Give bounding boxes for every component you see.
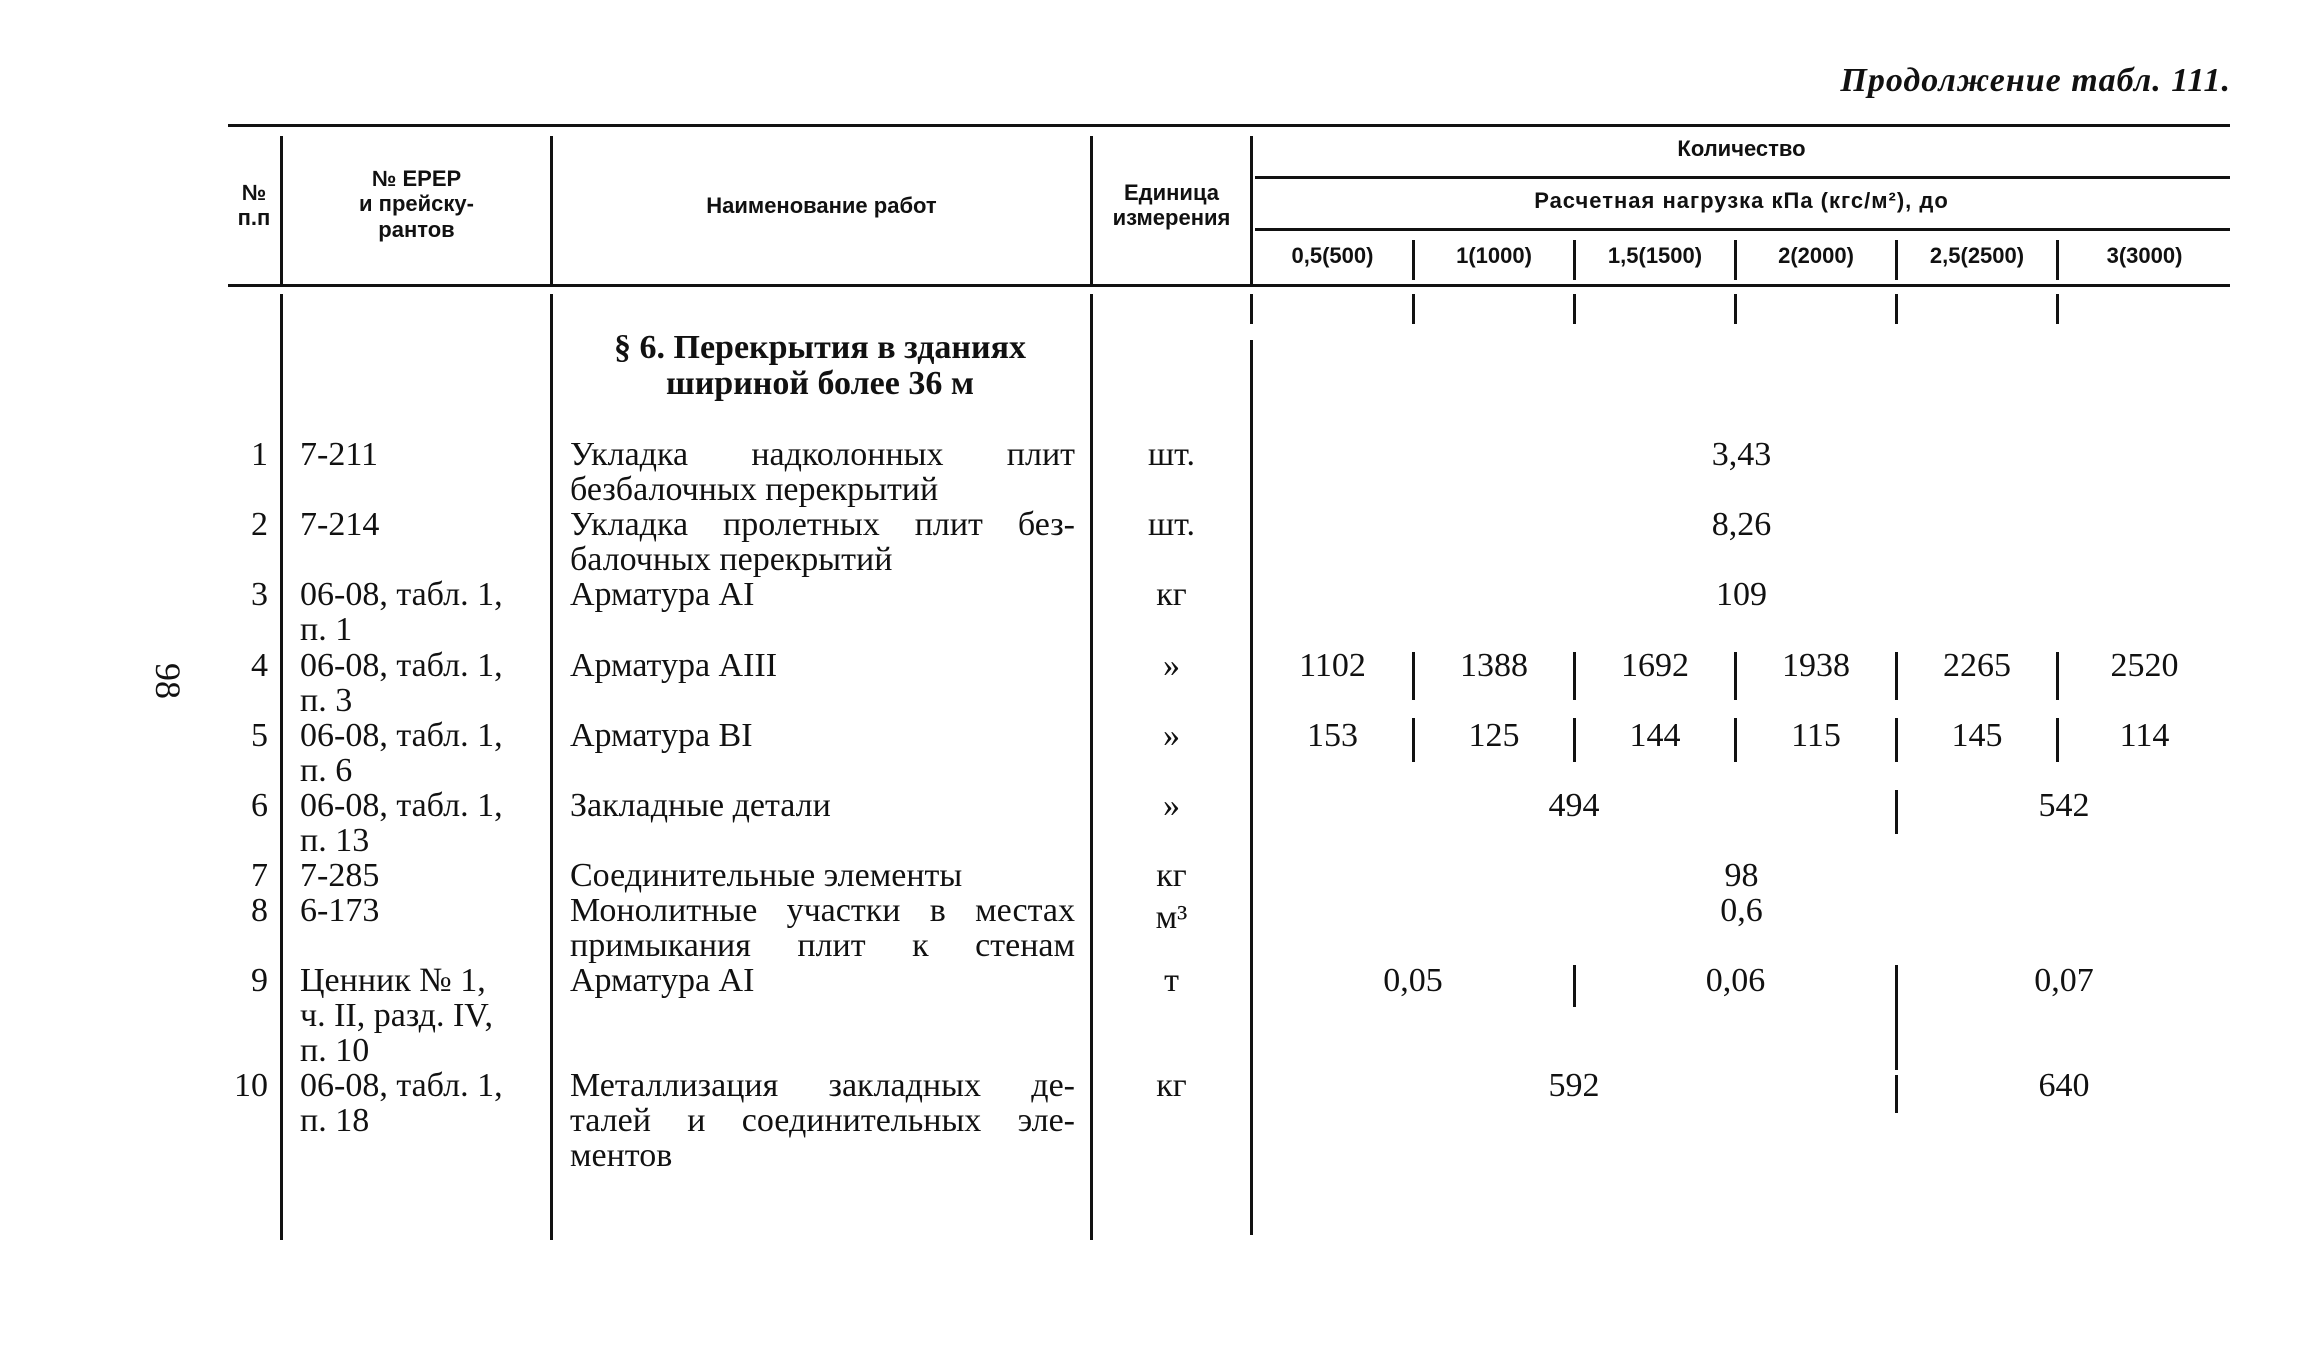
stub-3 [1734, 294, 1737, 324]
row-10-name-line-3: ментов [570, 1137, 673, 1174]
row-3-unit: кг [1156, 576, 1187, 613]
row-10-value-1: 592 [1548, 1067, 1600, 1104]
row-9-name: Арматура АI [570, 962, 755, 999]
row-5-value-3: 144 [1629, 717, 1681, 754]
row-8-value: 0,6 [1720, 892, 1763, 929]
row-4-erep: 06-08, табл. 1, п. 3 [300, 647, 503, 719]
row-5-num: 5 [251, 717, 268, 754]
row-3-num: 3 [251, 576, 268, 613]
row-2-name-line-2: балочных перекрытий [570, 541, 893, 578]
row-10-unit: кг [1156, 1067, 1187, 1104]
row-10-name-line-2: талей и соединительных эле- [570, 1102, 1075, 1139]
row-5-value-1: 153 [1307, 717, 1358, 754]
load-col-2: 1,5(1500) [1607, 243, 1703, 268]
header-bottom-rule [228, 284, 2230, 287]
quantity-header-rule [1255, 176, 2230, 179]
row-4-value-5: 2265 [1943, 647, 2011, 684]
body-col-rule-1 [280, 294, 283, 1240]
row-1-num: 1 [251, 436, 268, 473]
row-6-value-2: 542 [2038, 787, 2090, 824]
row-5-unit: » [1163, 717, 1180, 754]
table-top-rule [228, 124, 2230, 127]
page-number: 98 [148, 663, 188, 699]
row-3-value: 109 [1716, 576, 1767, 613]
row-4-value-1: 1102 [1299, 647, 1366, 684]
row-10-erep: 06-08, табл. 1, п. 18 [300, 1067, 503, 1139]
row-7-value: 98 [1724, 857, 1759, 894]
row-5-value-5: 145 [1951, 717, 2003, 754]
row-9-erep: Ценник № 1, ч. II, разд. IV, п. 10 [300, 962, 493, 1069]
row-10-value-2: 640 [2038, 1067, 2090, 1104]
row-2-erep: 7-214 [300, 506, 380, 543]
header-erep: № ЕРЕР и прейску- рантов [359, 166, 474, 242]
header-unit: Единица измерения [1112, 180, 1231, 231]
row-5-value-4: 115 [1791, 717, 1841, 754]
row-6-name: Закладные детали [570, 787, 831, 824]
row-8-erep: 6-173 [300, 892, 380, 929]
row-9-unit: т [1164, 962, 1179, 999]
row-4-value-6: 2520 [2110, 647, 2179, 684]
row-4-value-2: 1388 [1460, 647, 1528, 684]
stub-5 [2056, 294, 2059, 324]
row-3-name: Арматура АI [570, 576, 755, 613]
table-continuation-caption: Продолжение табл. 111. [1840, 62, 2231, 99]
row-2-name-line-1: Укладка пролетных плит без- [570, 506, 1075, 543]
row-10-num: 10 [234, 1067, 268, 1104]
header-quantity: Количество [1677, 136, 1806, 161]
row-6-unit: » [1163, 787, 1180, 824]
load-col-4: 2,5(2500) [1929, 243, 2025, 268]
row-2-value: 8,26 [1711, 506, 1772, 543]
row-9-value-2: 0,06 [1705, 962, 1766, 999]
row-8-name-line-2: примыкания плит к стенам [570, 927, 1075, 964]
row-8-name-line-1: Монолитные участки в местах [570, 892, 1075, 929]
section-title: § 6. Перекрытия в зданиях шириной более 36 м [614, 329, 1026, 402]
row-6-num: 6 [251, 787, 268, 824]
row-1-name-line-2: безбалочных перекрытий [570, 471, 939, 508]
row-9-value-1: 0,05 [1383, 962, 1443, 999]
header-num: № п.п [237, 180, 271, 231]
row-6-value-1: 494 [1548, 787, 1600, 824]
row-1-value: 3,43 [1711, 436, 1772, 473]
row-7-name: Соединительные элементы [570, 857, 963, 894]
row-7-num: 7 [251, 857, 268, 894]
load-col-1: 1(1000) [1456, 243, 1532, 268]
row-10-name-line-1: Металлизация закладных де- [570, 1067, 1075, 1104]
stub-4 [1895, 294, 1898, 324]
row-5-name: Арматура BI [570, 717, 753, 754]
load-col-3: 2(2000) [1778, 243, 1854, 268]
load-col-5: 3(3000) [2106, 243, 2183, 268]
stub-2 [1573, 294, 1576, 324]
row-9-value-3: 0,07 [2034, 962, 2094, 999]
load-col-0: 0,5(500) [1291, 243, 1374, 268]
row-4-name: Арматура АIII [570, 647, 778, 684]
row-7-erep: 7-285 [300, 857, 380, 894]
header-load: Расчетная нагрузка кПа (кгс/м²), до [1534, 188, 1949, 213]
row-1-name-line-1: Укладка надколонных плит [570, 436, 1075, 473]
row-3-erep: 06-08, табл. 1, п. 1 [300, 576, 503, 648]
row-4-num: 4 [251, 647, 268, 684]
row-9-num: 9 [251, 962, 268, 999]
stub-1 [1412, 294, 1415, 324]
row-4-unit: » [1163, 647, 1180, 684]
row-5-erep: 06-08, табл. 1, п. 6 [300, 717, 503, 789]
row-5-value-6: 114 [2119, 717, 2170, 754]
row-5-value-2: 125 [1468, 717, 1520, 754]
row-8-num: 8 [251, 892, 268, 929]
row-7-unit: кг [1156, 857, 1187, 894]
row-4-value-3: 1692 [1621, 647, 1689, 684]
body-col-rule-4a [1250, 294, 1253, 324]
row-1-unit: шт. [1148, 436, 1195, 473]
row-1-erep: 7-211 [300, 436, 379, 473]
load-header-rule [1255, 228, 2230, 231]
row-4-value-4: 1938 [1782, 647, 1850, 684]
header-name: Наименование работ [706, 193, 937, 218]
row-8-unit: м³ [1155, 899, 1188, 936]
row-2-num: 2 [251, 506, 268, 543]
body-col-rule-2 [550, 294, 553, 1240]
row-2-unit: шт. [1148, 506, 1195, 543]
row-6-erep: 06-08, табл. 1, п. 13 [300, 787, 503, 859]
